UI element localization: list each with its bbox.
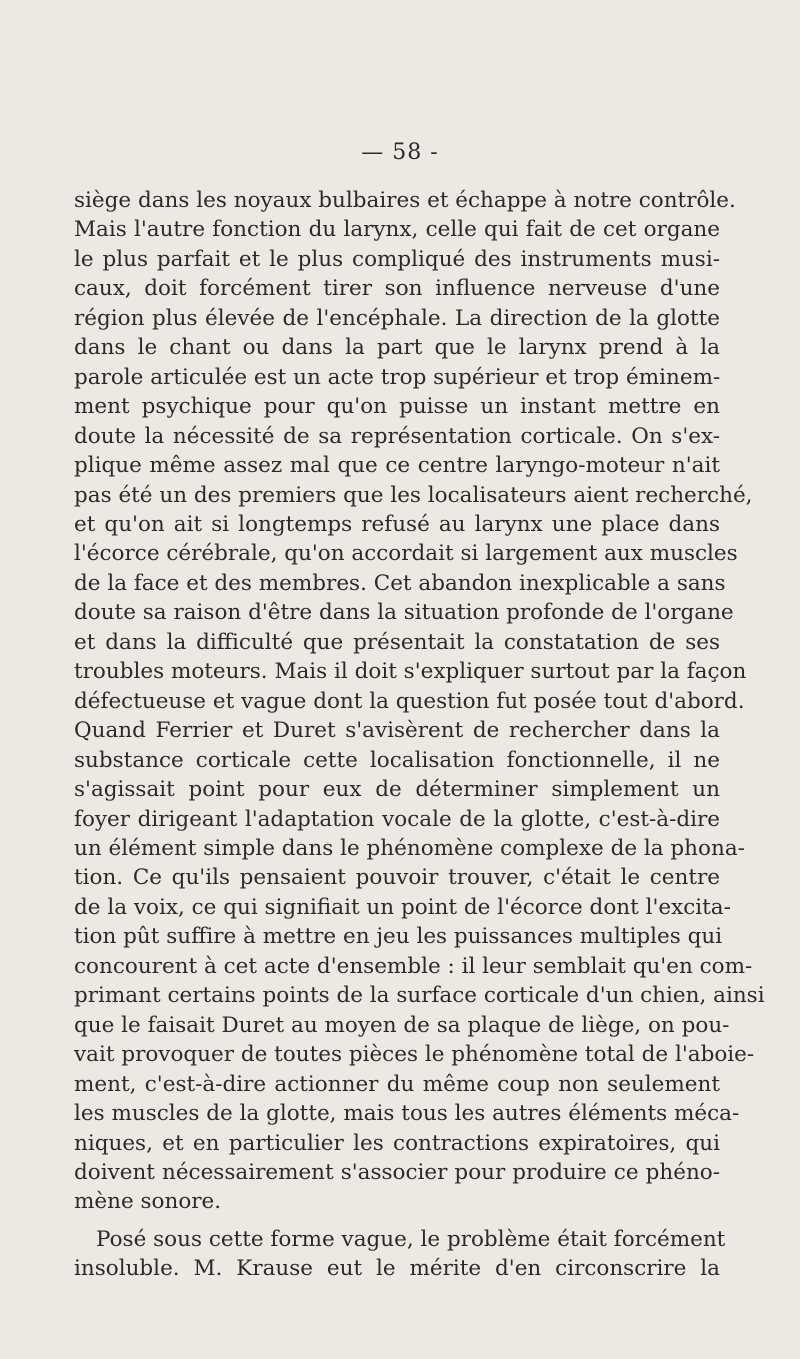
body-text	[74, 186, 765, 1284]
page-number: — 58 -	[361, 140, 439, 165]
text-line: les muscles de la glotte, mais tous les autres éléments méca-	[74, 1101, 740, 1127]
text-line: Posé sous cette forme vague, le problème était forcément	[96, 1226, 726, 1252]
text-line: concourent à cet acte d'ensemble : il leur semblait qu'en com-	[74, 953, 753, 979]
text-line: tion. Ce qu'ils pensaient pouvoir trouver, c'était le centre	[74, 865, 720, 891]
text-line: doivent nécessairement s'associer pour produire ce phéno-	[74, 1159, 720, 1185]
text-line: foyer dirigeant l'adaptation vocale de la glotte, c'est-à-dire	[74, 806, 720, 832]
text-line: substance corticale cette localisation fonctionnelle, il ne	[74, 747, 720, 773]
text-line: vait provoquer de toutes pièces le phénomène total de l'aboie-	[74, 1042, 755, 1068]
text-line: défectueuse et vague dont la question fut posée tout d'abord.	[74, 688, 745, 714]
text-line: mène sonore.	[74, 1189, 222, 1215]
text-line: niques, et en particulier les contractions expiratoires, qui	[74, 1130, 720, 1156]
text-line: de la face et des membres. Cet abandon inexplicable a sans	[74, 570, 726, 596]
paragraph-gap	[74, 1217, 720, 1225]
text-line: dans le chant ou dans la part que le larynx prend à la	[74, 335, 720, 361]
text-line: insoluble. M. Krause eut le mérite d'en circonscrire la	[74, 1256, 720, 1282]
text-line: doute la nécessité de sa représentation corticale. On s'ex-	[74, 423, 720, 449]
text-line: que le faisait Duret au moyen de sa plaque de liège, on pou-	[74, 1012, 730, 1038]
text-line: pas été un des premiers que les localisateurs aient recherché,	[74, 482, 753, 508]
text-line: un élément simple dans le phénomène complexe de la phona-	[74, 835, 745, 861]
text-line: et qu'on ait si longtemps refusé au larynx une place dans	[74, 511, 720, 537]
text-line: région plus élevée de l'encéphale. La direction de la glotte	[74, 305, 720, 331]
text-line: ment, c'est-à-dire actionner du même coup non seulement	[74, 1071, 720, 1097]
text-line: le plus parfait et le plus compliqué des instruments musi-	[74, 246, 720, 272]
text-line: tion pût suffire à mettre en jeu les puissances multiples qui	[74, 924, 723, 950]
text-line: ment psychique pour qu'on puisse un instant mettre en	[74, 394, 720, 420]
text-line: l'écorce cérébrale, qu'on accordait si largement aux muscles	[74, 541, 738, 567]
text-line: Mais l'autre fonction du larynx, celle qui fait de cet organe	[74, 217, 720, 243]
text-line: parole articulée est un acte trop supérieur et trop éminem-	[74, 364, 721, 390]
text-line: de la voix, ce qui signifiait un point de l'écorce dont l'excita-	[74, 894, 731, 920]
text-line: plique même assez mal que ce centre laryngo-moteur n'ait	[74, 453, 720, 479]
text-line: siège dans les noyaux bulbaires et échappe à notre contrôle.	[74, 188, 736, 213]
paragraph-2	[74, 1225, 726, 1284]
text-line: et dans la difficulté que présentait la constatation de ses	[74, 629, 720, 655]
text-line: troubles moteurs. Mais il doit s'expliquer surtout par la façon	[74, 659, 747, 685]
text-line: s'agissait point pour eux de déterminer simplement un	[74, 777, 720, 803]
text-line: caux, doit forcément tirer son influence nerveuse d'une	[74, 276, 720, 302]
text-line: primant certains points de la surface corticale d'un chien, ainsi	[74, 983, 765, 1009]
paragraph-1	[74, 186, 765, 1217]
text-line: Quand Ferrier et Duret s'avisèrent de rechercher dans la	[74, 718, 720, 744]
text-line: doute sa raison d'être dans la situation profonde de l'organe	[74, 600, 734, 626]
